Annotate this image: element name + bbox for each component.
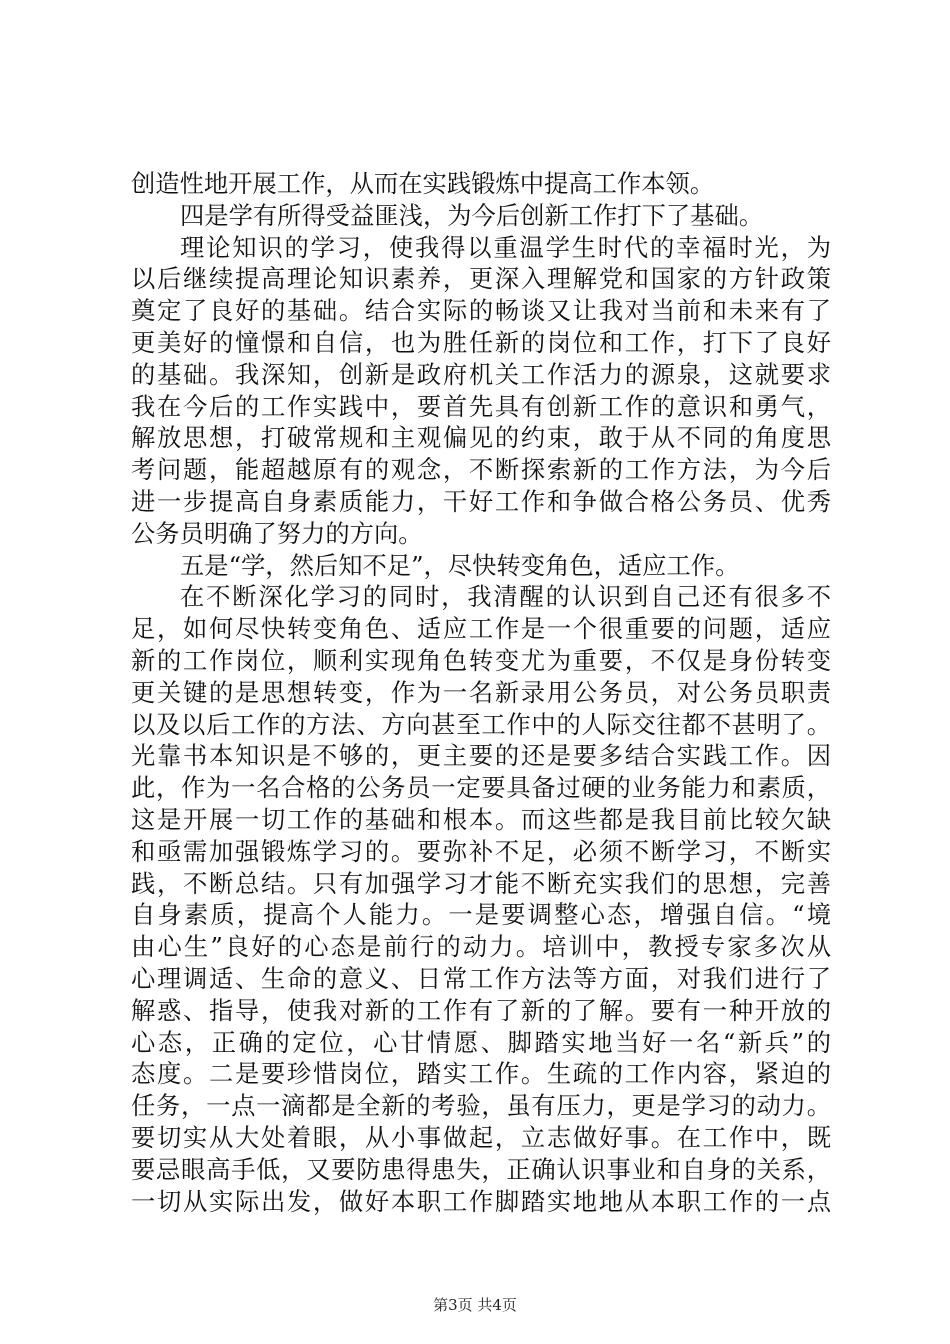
text-line: 践，不断总结。只有加强学习才能不断充实我们的思想，完善 [131,868,831,898]
text-line: 自身素质，提高个人能力。一是要调整心态，增强自信。“境 [131,900,831,930]
text-line: 以及以后工作的方法、方向甚至工作中的人际交往都不甚明了。 [131,709,831,739]
text-line: 要忌眼高手低，又要防患得患失，正确认识事业和自身的关系， [131,1154,831,1184]
text-line: 在不断深化学习的同时，我清醒的认识到自己还有很多不 [180,582,831,612]
text-line: 考问题，能超越原有的观念，不断探索新的工作方法，为今后 [131,455,831,485]
page-footer: 第3页 共4页 [433,1296,517,1314]
text-line: 更关键的是思想转变，作为一名新录用公务员，对公务员职责 [131,677,831,707]
text-line: 进一步提高自身素质能力，干好工作和争做合格公务员、优秀 [131,486,831,516]
text-line: 四是学有所得受益匪浅，为今后创新工作打下了基础。 [180,200,764,230]
text-line: 此，作为一名合格的公务员一定要具备过硬的业务能力和素质， [131,773,831,803]
text-line: 以后继续提高理论知识素养，更深入理解党和国家的方针政策 [131,264,831,294]
text-line: 要切实从大处着眼，从小事做起，立志做好事。在工作中，既 [131,1122,831,1152]
text-line: 光靠书本知识是不够的，更主要的还是要多结合实践工作。因 [131,741,831,771]
text-line: 这是开展一切工作的基础和根本。而这些都是我目前比较欠缺 [131,804,831,834]
text-line: 解惑、指导，使我对新的工作有了新的了解。要有一种开放的 [131,995,831,1025]
text-line: 我在今后的工作实践中，要首先具有创新工作的意识和勇气， [131,391,831,421]
text-line: 公务员明确了努力的方向。 [131,518,423,548]
text-line: 新的工作岗位，顺利实现角色转变尤为重要，不仅是身份转变 [131,645,831,675]
text-line: 的基础。我深知，创新是政府机关工作活力的源泉，这就要求 [131,359,831,389]
text-line: 任务，一点一滴都是全新的考验，虽有压力，更是学习的动力。 [131,1091,831,1121]
text-line: 解放思想，打破常规和主观偏见的约束，敢于从不同的角度思 [131,423,831,453]
text-line: 心理调适、生命的意义、日常工作方法等方面，对我们进行了 [131,963,831,993]
text-line: 创造性地开展工作，从而在实践锻炼中提高工作本领。 [131,169,715,198]
text-line: 理论知识的学习，使我得以重温学生时代的幸福时光，为 [180,232,831,262]
text-line: 和亟需加强锻炼学习的。要弥补不足，必须不断学习，不断实 [131,836,831,866]
text-line: 奠定了良好的基础。结合实际的畅谈又让我对当前和未来有了 [131,296,831,326]
text-line: 态度。二是要珍惜岗位，踏实工作。生疏的工作内容，紧迫的 [131,1059,831,1089]
text-line: 更美好的憧憬和自信，也为胜任新的岗位和工作，打下了良好 [131,327,831,357]
document-body [131,168,831,1217]
text-line: 足，如何尽快转变角色、适应工作是一个很重要的问题，适应 [131,614,831,644]
text-line: 心态，正确的定位，心甘情愿、脚踏实地当好一名“新兵”的 [131,1027,831,1057]
text-line: 一切从实际出发，做好本职工作脚踏实地地从本职工作的一点 [131,1186,831,1216]
text-line: 由心生”良好的心态是前行的动力。培训中，教授专家多次从 [131,932,831,962]
text-line: 五是“学，然后知不足”，尽快转变角色，适应工作。 [180,550,740,580]
